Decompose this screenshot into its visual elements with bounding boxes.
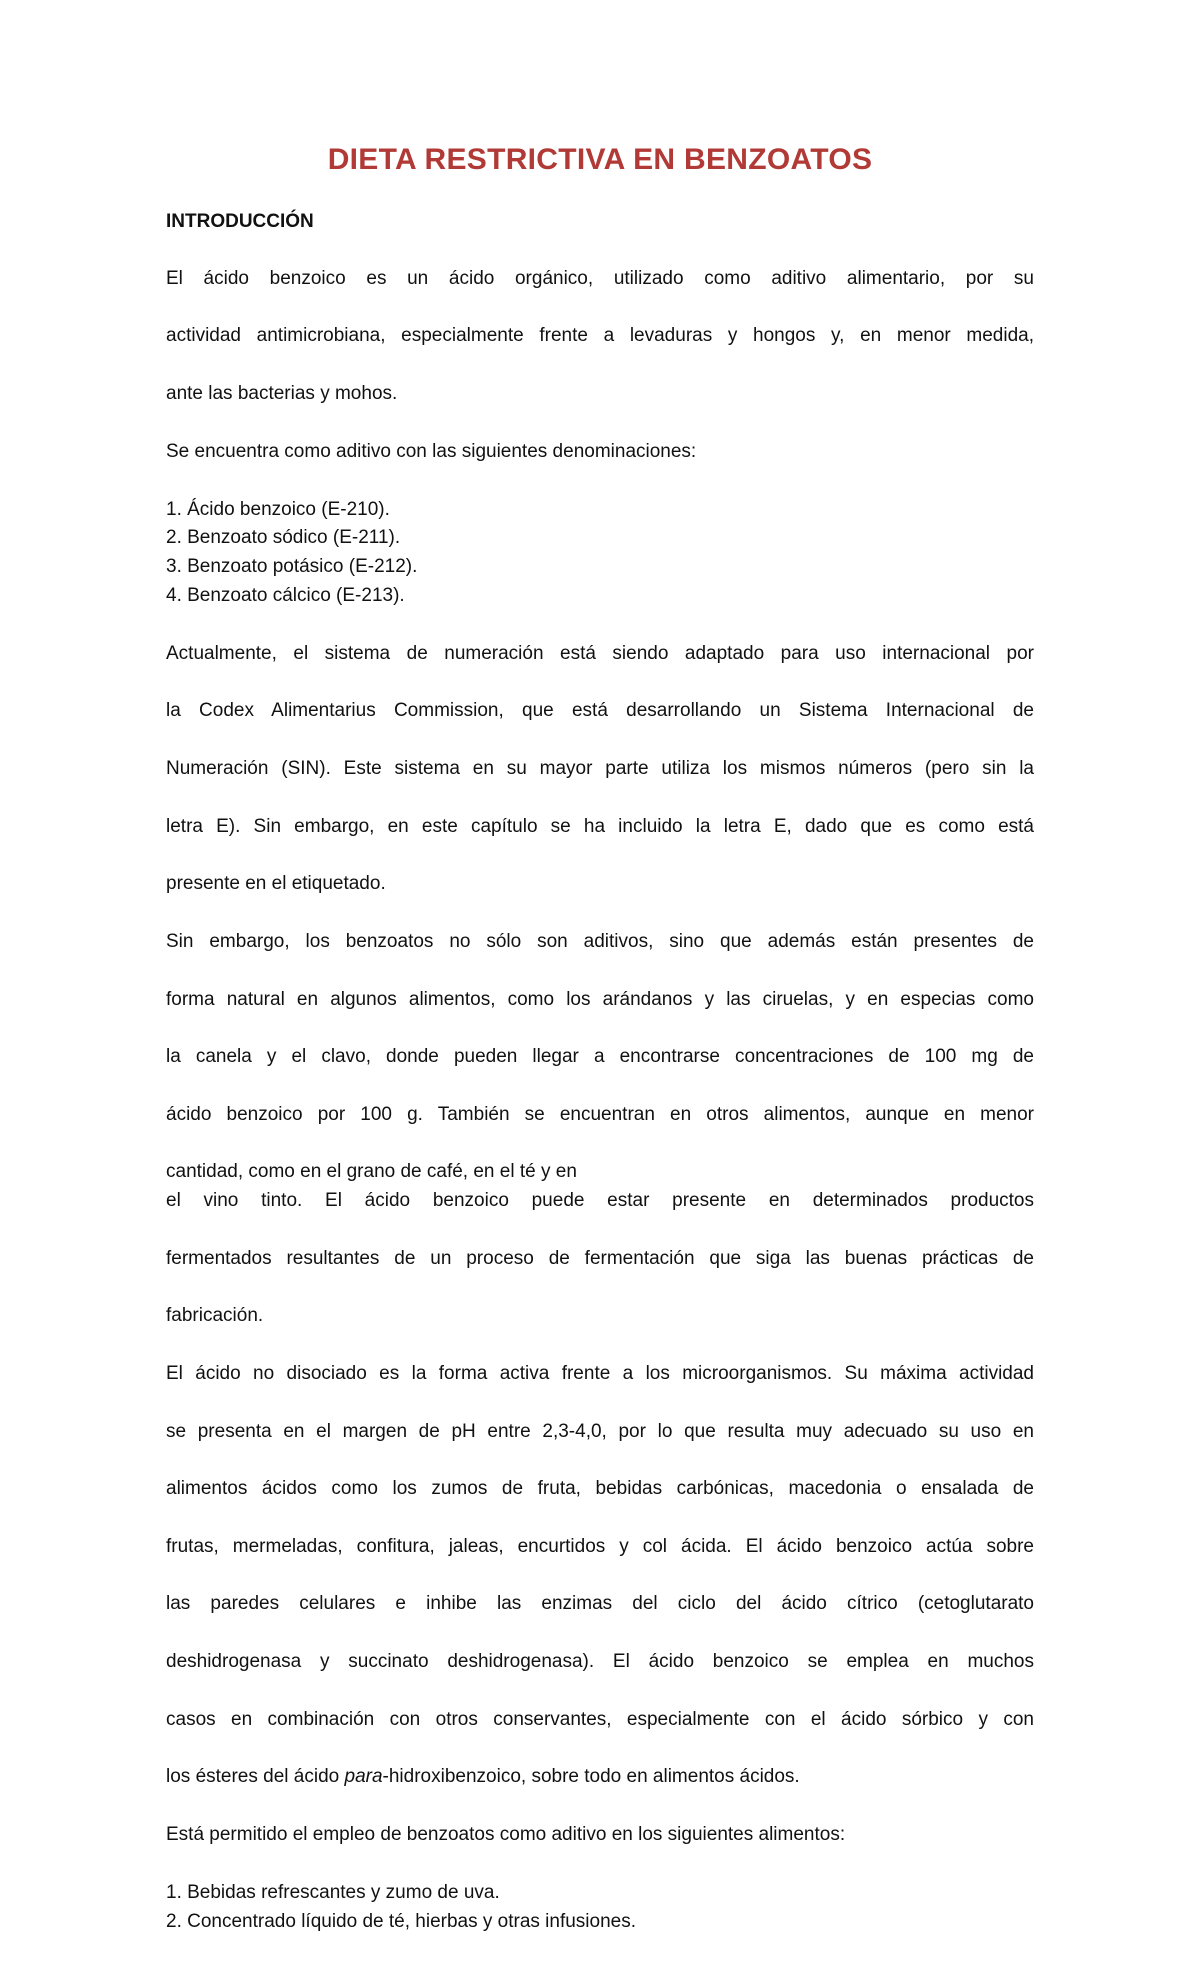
italic-term: para <box>344 1766 383 1788</box>
paragraph-line: cantidad, como en el grano de café, en el té y en <box>166 1161 577 1183</box>
paragraph-line: la Codex Alimentarius Commission, que está desarrollando un Sistema Internacional de <box>166 700 1034 722</box>
paragraph-line: actividad antimicrobiana, especialmente frente a levaduras y hongos y, en menor medida, <box>166 325 1034 347</box>
paragraph-denominaciones <box>166 438 1034 467</box>
paragraph-line: presente en el etiquetado. <box>166 873 386 895</box>
list-item: 1. Bebidas refrescantes y zumo de uva. <box>166 1881 500 1903</box>
paragraph-intro <box>166 265 1034 409</box>
paragraph-line: casos en combinación con otros conservantes, especialmente con el ácido sórbico y con <box>166 1708 1034 1730</box>
paragraph-line: El ácido benzoico es un ácido orgánico, utilizado como aditivo alimentario, por su <box>166 267 1034 289</box>
paragraph-forma-natural <box>166 928 1034 1331</box>
line-text: los ésteres del ácido <box>166 1766 345 1788</box>
paragraph-line: Se encuentra como aditivo con las siguientes denominaciones: <box>166 440 697 462</box>
paragraph-line: Numeración (SIN). Este sistema en su mayor parte utiliza los mismos números (pero sin la <box>166 757 1034 779</box>
paragraph-line: Actualmente, el sistema de numeración está siendo adaptado para uso internacional por <box>166 642 1034 664</box>
paragraph-line: fabricación. <box>166 1305 264 1327</box>
list-item: 3. Benzoato potásico (E-212). <box>166 556 418 578</box>
foods-list <box>166 1879 1034 1937</box>
paragraph-line: fermentados resultantes de un proceso de fermentación que siga las buenas prácticas de <box>166 1247 1034 1269</box>
paragraph-line: Está permitido el empleo de benzoatos como aditivo en los siguientes alimentos: <box>166 1824 846 1846</box>
paragraph-acido-no-disociado <box>166 1360 1034 1792</box>
paragraph-line: ante las bacterias y mohos. <box>166 382 398 404</box>
paragraph-line: El ácido no disociado es la forma activa frente a los microorganismos. Su máxima actividad <box>166 1363 1034 1385</box>
paragraph-line: el vino tinto. El ácido benzoico puede estar presente en determinados productos <box>166 1190 1034 1212</box>
paragraph-line <box>166 1763 1034 1792</box>
paragraph-line: Sin embargo, los benzoatos no sólo son aditivos, sino que además están presentes de <box>166 930 1034 952</box>
list-item: 2. Concentrado líquido de té, hierbas y otras infusiones. <box>166 1910 637 1932</box>
paragraph-line: forma natural en algunos alimentos, como los arándanos y las ciruelas, y en especias como <box>166 988 1034 1010</box>
list-item: 2. Benzoato sódico (E-211). <box>166 527 401 549</box>
list-item: 4. Benzoato cálcico (E-213). <box>166 584 405 606</box>
paragraph-line: ácido benzoico por 100 g. También se encuentran en otros alimentos, aunque en menor <box>166 1103 1034 1125</box>
paragraph-line: frutas, mermeladas, confitura, jaleas, encurtidos y col ácida. El ácido benzoico actúa sobre <box>166 1535 1034 1557</box>
document-title: DIETA RESTRICTIVA EN BENZOATOS <box>327 143 873 176</box>
paragraph-line: la canela y el clavo, donde pueden llegar a encontrarse concentraciones de 100 mg de <box>166 1046 1034 1068</box>
document-page <box>166 138 1034 1965</box>
paragraph-line: letra E). Sin embargo, en este capítulo se ha incluido la letra E, dado que es como está <box>166 815 1034 837</box>
paragraph-line: deshidrogenasa y succinato deshidrogenasa). El ácido benzoico se emplea en muchos <box>166 1651 1034 1673</box>
paragraph-line: alimentos ácidos como los zumos de fruta, bebidas carbónicas, macedonia o ensalada de <box>166 1478 1034 1500</box>
paragraph-line: se presenta en el margen de pH entre 2,3-4,0, por lo que resulta muy adecuado su uso en <box>166 1420 1034 1442</box>
list-item: 1. Ácido benzoico (E-210). <box>166 498 390 520</box>
additives-list <box>166 496 1034 611</box>
paragraph-numeracion <box>166 640 1034 899</box>
line-text: -hidroxibenzoico, sobre todo en alimentos ácidos. <box>382 1766 800 1788</box>
paragraph-line: las paredes celulares e inhibe las enzimas del ciclo del ácido cítrico (cetoglutarato <box>166 1593 1034 1615</box>
section-heading-introduccion: INTRODUCCIÓN <box>166 211 314 232</box>
paragraph-permitido <box>166 1821 1034 1850</box>
